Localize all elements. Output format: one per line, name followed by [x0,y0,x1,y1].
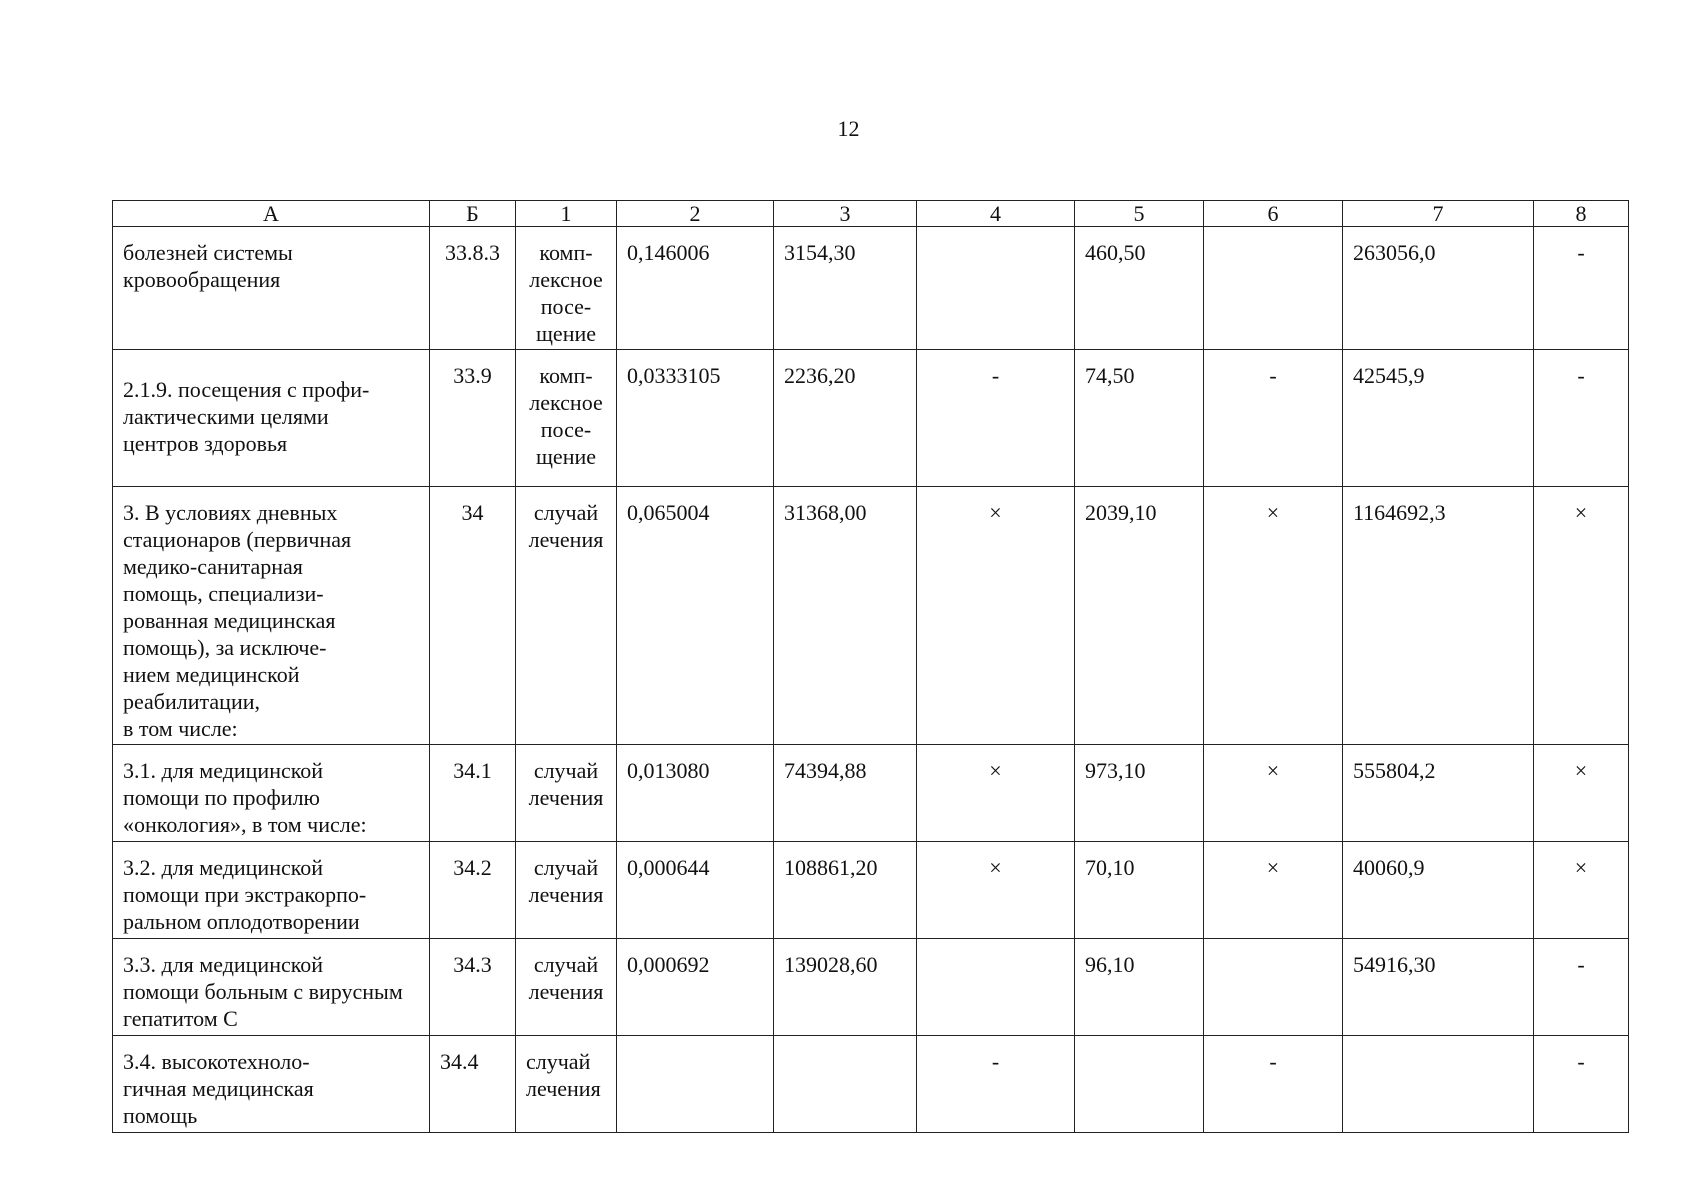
cell-col-2: 0,146006 [617,227,774,350]
cell-col-7: 263056,0 [1343,227,1534,350]
cell-col-3: 74394,88 [774,745,917,842]
row-name: 3.1. для медицинской помощи по профилю «онкология», в том числе: [113,745,430,842]
cell-col-2: 0,013080 [617,745,774,842]
row-code: 34 [430,487,516,745]
cell-col-8: × [1534,487,1629,745]
cell-col-5: 74,50 [1075,350,1204,487]
cell-col-6 [1204,227,1343,350]
cell-col-7 [1343,1036,1534,1133]
cell-col-7: 42545,9 [1343,350,1534,487]
table-row [113,487,1629,745]
cell-col-7: 54916,30 [1343,939,1534,1036]
cell-col-2: 0,065004 [617,487,774,745]
column-header: 6 [1204,201,1343,227]
cell-col-3: 3154,30 [774,227,917,350]
cell-col-8: - [1534,939,1629,1036]
cell-col-8: - [1534,350,1629,487]
row-unit: комп- лексное посе- щение [516,350,617,487]
row-unit: комп- лексное посе- щение [516,227,617,350]
row-name: болезней системы кровообращения [113,227,430,350]
cell-col-2: 0,000692 [617,939,774,1036]
page-number: 12 [837,116,860,141]
column-header: 5 [1075,201,1204,227]
cell-col-4: × [917,745,1075,842]
row-code: 34.3 [430,939,516,1036]
cell-col-8: - [1534,227,1629,350]
column-header: 4 [917,201,1075,227]
cell-col-7: 1164692,3 [1343,487,1534,745]
cell-col-6: - [1204,1036,1343,1133]
header-row [113,201,1629,227]
row-code: 34.1 [430,745,516,842]
row-name: 3.4. высокотехноло- гичная медицинская помощь [113,1036,430,1133]
cell-col-5: 2039,10 [1075,487,1204,745]
cell-col-8: - [1534,1036,1629,1133]
table-row [113,227,1629,350]
column-header: 1 [516,201,617,227]
cell-col-4: - [917,350,1075,487]
cell-col-3 [774,1036,917,1133]
cell-col-6: × [1204,745,1343,842]
table-row [113,842,1629,939]
cell-col-3: 2236,20 [774,350,917,487]
row-name: 3. В условиях дневных стационаров (первичная медико-санитарная помощь, специализи- рованная медицинская помощь), за исключе- нием медицинской реабилитации, в том числе: [113,487,430,745]
column-header: А [113,201,430,227]
row-unit: случай лечения [516,745,617,842]
data-table [112,200,1629,1133]
cell-col-3: 139028,60 [774,939,917,1036]
cell-col-5: 70,10 [1075,842,1204,939]
cell-col-7: 555804,2 [1343,745,1534,842]
cell-col-4: × [917,487,1075,745]
row-unit: случай лечения [516,939,617,1036]
row-unit: случай лечения [516,487,617,745]
cell-col-3: 31368,00 [774,487,917,745]
cell-col-2: 0,000644 [617,842,774,939]
cell-col-5: 973,10 [1075,745,1204,842]
table-row [113,1036,1629,1133]
table-row [113,350,1629,487]
column-header: 8 [1534,201,1629,227]
row-code: 33.8.3 [430,227,516,350]
cell-col-8: × [1534,842,1629,939]
table-row [113,939,1629,1036]
row-unit: случай лечения [516,1036,617,1133]
column-header: 3 [774,201,917,227]
cell-col-6: × [1204,487,1343,745]
cell-col-7: 40060,9 [1343,842,1534,939]
row-code: 33.9 [430,350,516,487]
cell-col-3: 108861,20 [774,842,917,939]
table-row [113,745,1629,842]
cell-col-4 [917,939,1075,1036]
cell-col-4 [917,227,1075,350]
column-header: 2 [617,201,774,227]
cell-col-4: × [917,842,1075,939]
cell-col-5 [1075,1036,1204,1133]
cell-col-8: × [1534,745,1629,842]
cell-col-2: 0,0333105 [617,350,774,487]
row-unit: случай лечения [516,842,617,939]
row-name: 2.1.9. посещения с профи- лактическими целями центров здоровья [113,350,430,487]
cell-col-4: - [917,1036,1075,1133]
cell-col-6 [1204,939,1343,1036]
cell-col-6: - [1204,350,1343,487]
row-name: 3.3. для медицинской помощи больным с вирусным гепатитом С [113,939,430,1036]
cell-col-2 [617,1036,774,1133]
cell-col-5: 96,10 [1075,939,1204,1036]
row-name: 3.2. для медицинской помощи при экстракорпо- ральном оплодотворении [113,842,430,939]
row-code: 34.4 [430,1036,516,1133]
column-header: Б [430,201,516,227]
cell-col-6: × [1204,842,1343,939]
row-code: 34.2 [430,842,516,939]
cell-col-5: 460,50 [1075,227,1204,350]
column-header: 7 [1343,201,1534,227]
